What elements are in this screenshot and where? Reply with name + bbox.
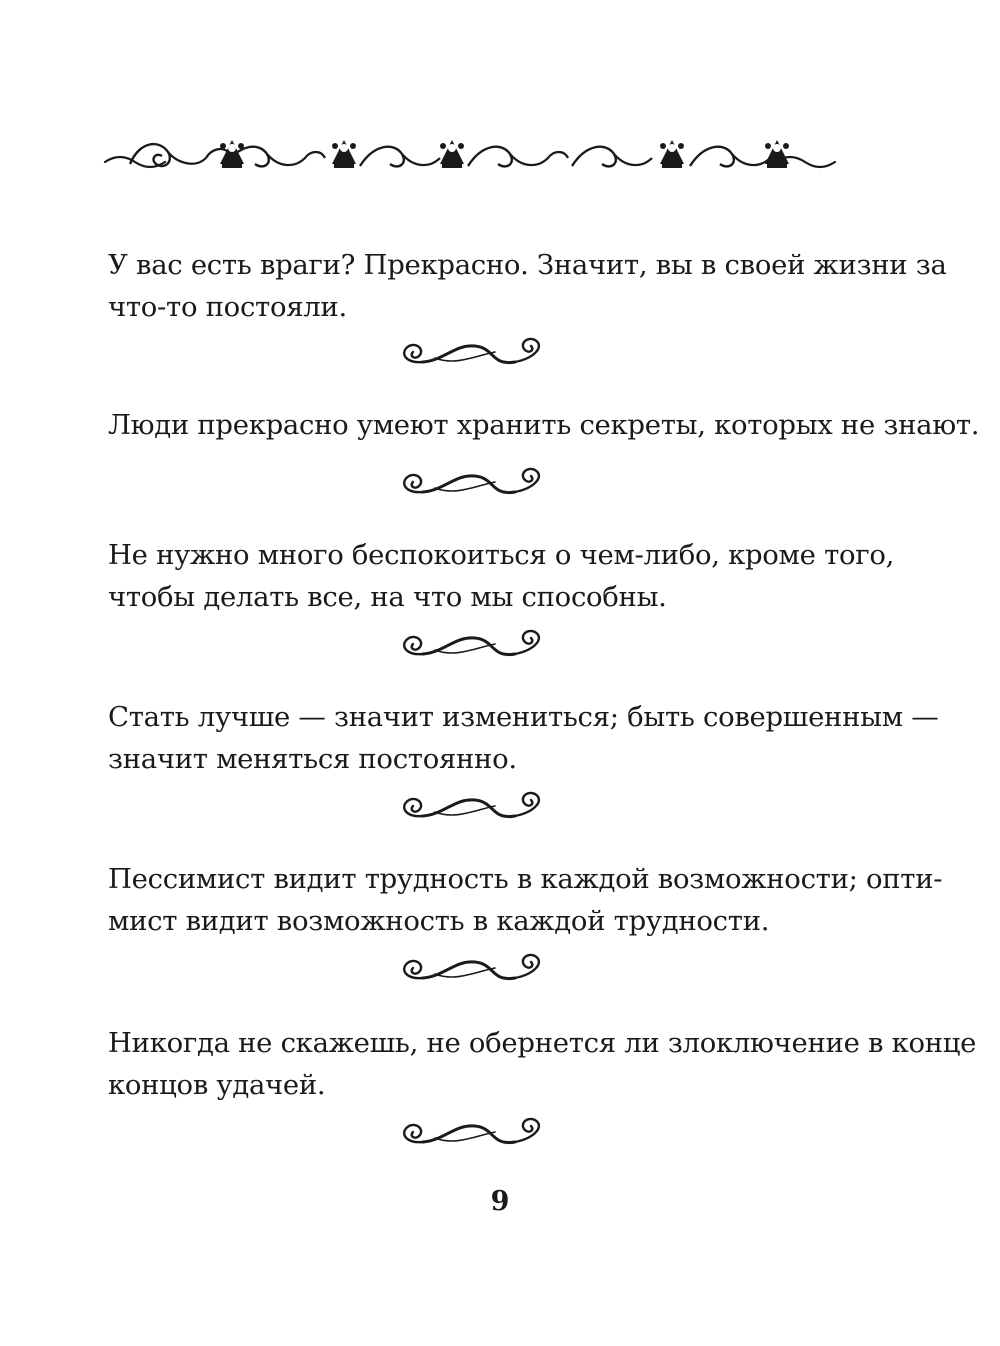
quote-line: Никогда не скажешь, не обернется ли злоключение в конце xyxy=(108,1027,977,1059)
quote-line: что-то постояли. xyxy=(108,291,347,323)
swirl-divider-icon xyxy=(395,332,550,374)
swirl-divider-icon xyxy=(395,948,550,990)
quote-line: чтобы делать все, на что мы способны. xyxy=(108,581,667,613)
swirl-divider-icon xyxy=(395,462,550,504)
quote-line: значит меняться постоянно. xyxy=(108,743,517,775)
swirl-divider-icon xyxy=(395,786,550,828)
quote-line: У вас есть враги? Прекрасно. Значит, вы в своей жизни за xyxy=(108,249,947,281)
quote-6 xyxy=(108,1022,977,1106)
quote-line: Не нужно много беспокоиться о чем-либо, кроме того, xyxy=(108,539,895,571)
quote-line: Люди прекрасно умеют хранить секреты, которых не знают. xyxy=(108,409,980,441)
ornamental-border-icon xyxy=(100,122,840,182)
quote-3 xyxy=(108,534,895,618)
quote-1 xyxy=(108,244,947,328)
page-number: 9 xyxy=(490,1186,510,1217)
quote-line: Стать лучше — значит измениться; быть совершенным — xyxy=(108,701,939,733)
quote-line: концов удачей. xyxy=(108,1069,326,1101)
quote-4 xyxy=(108,696,939,780)
quote-5 xyxy=(108,858,943,942)
swirl-divider-icon xyxy=(395,1112,550,1154)
swirl-divider-icon xyxy=(395,624,550,666)
quote-2 xyxy=(108,404,980,446)
quote-line: Пессимист видит трудность в каждой возможности; опти- xyxy=(108,863,943,895)
quote-line: мист видит возможность в каждой трудности. xyxy=(108,905,770,937)
